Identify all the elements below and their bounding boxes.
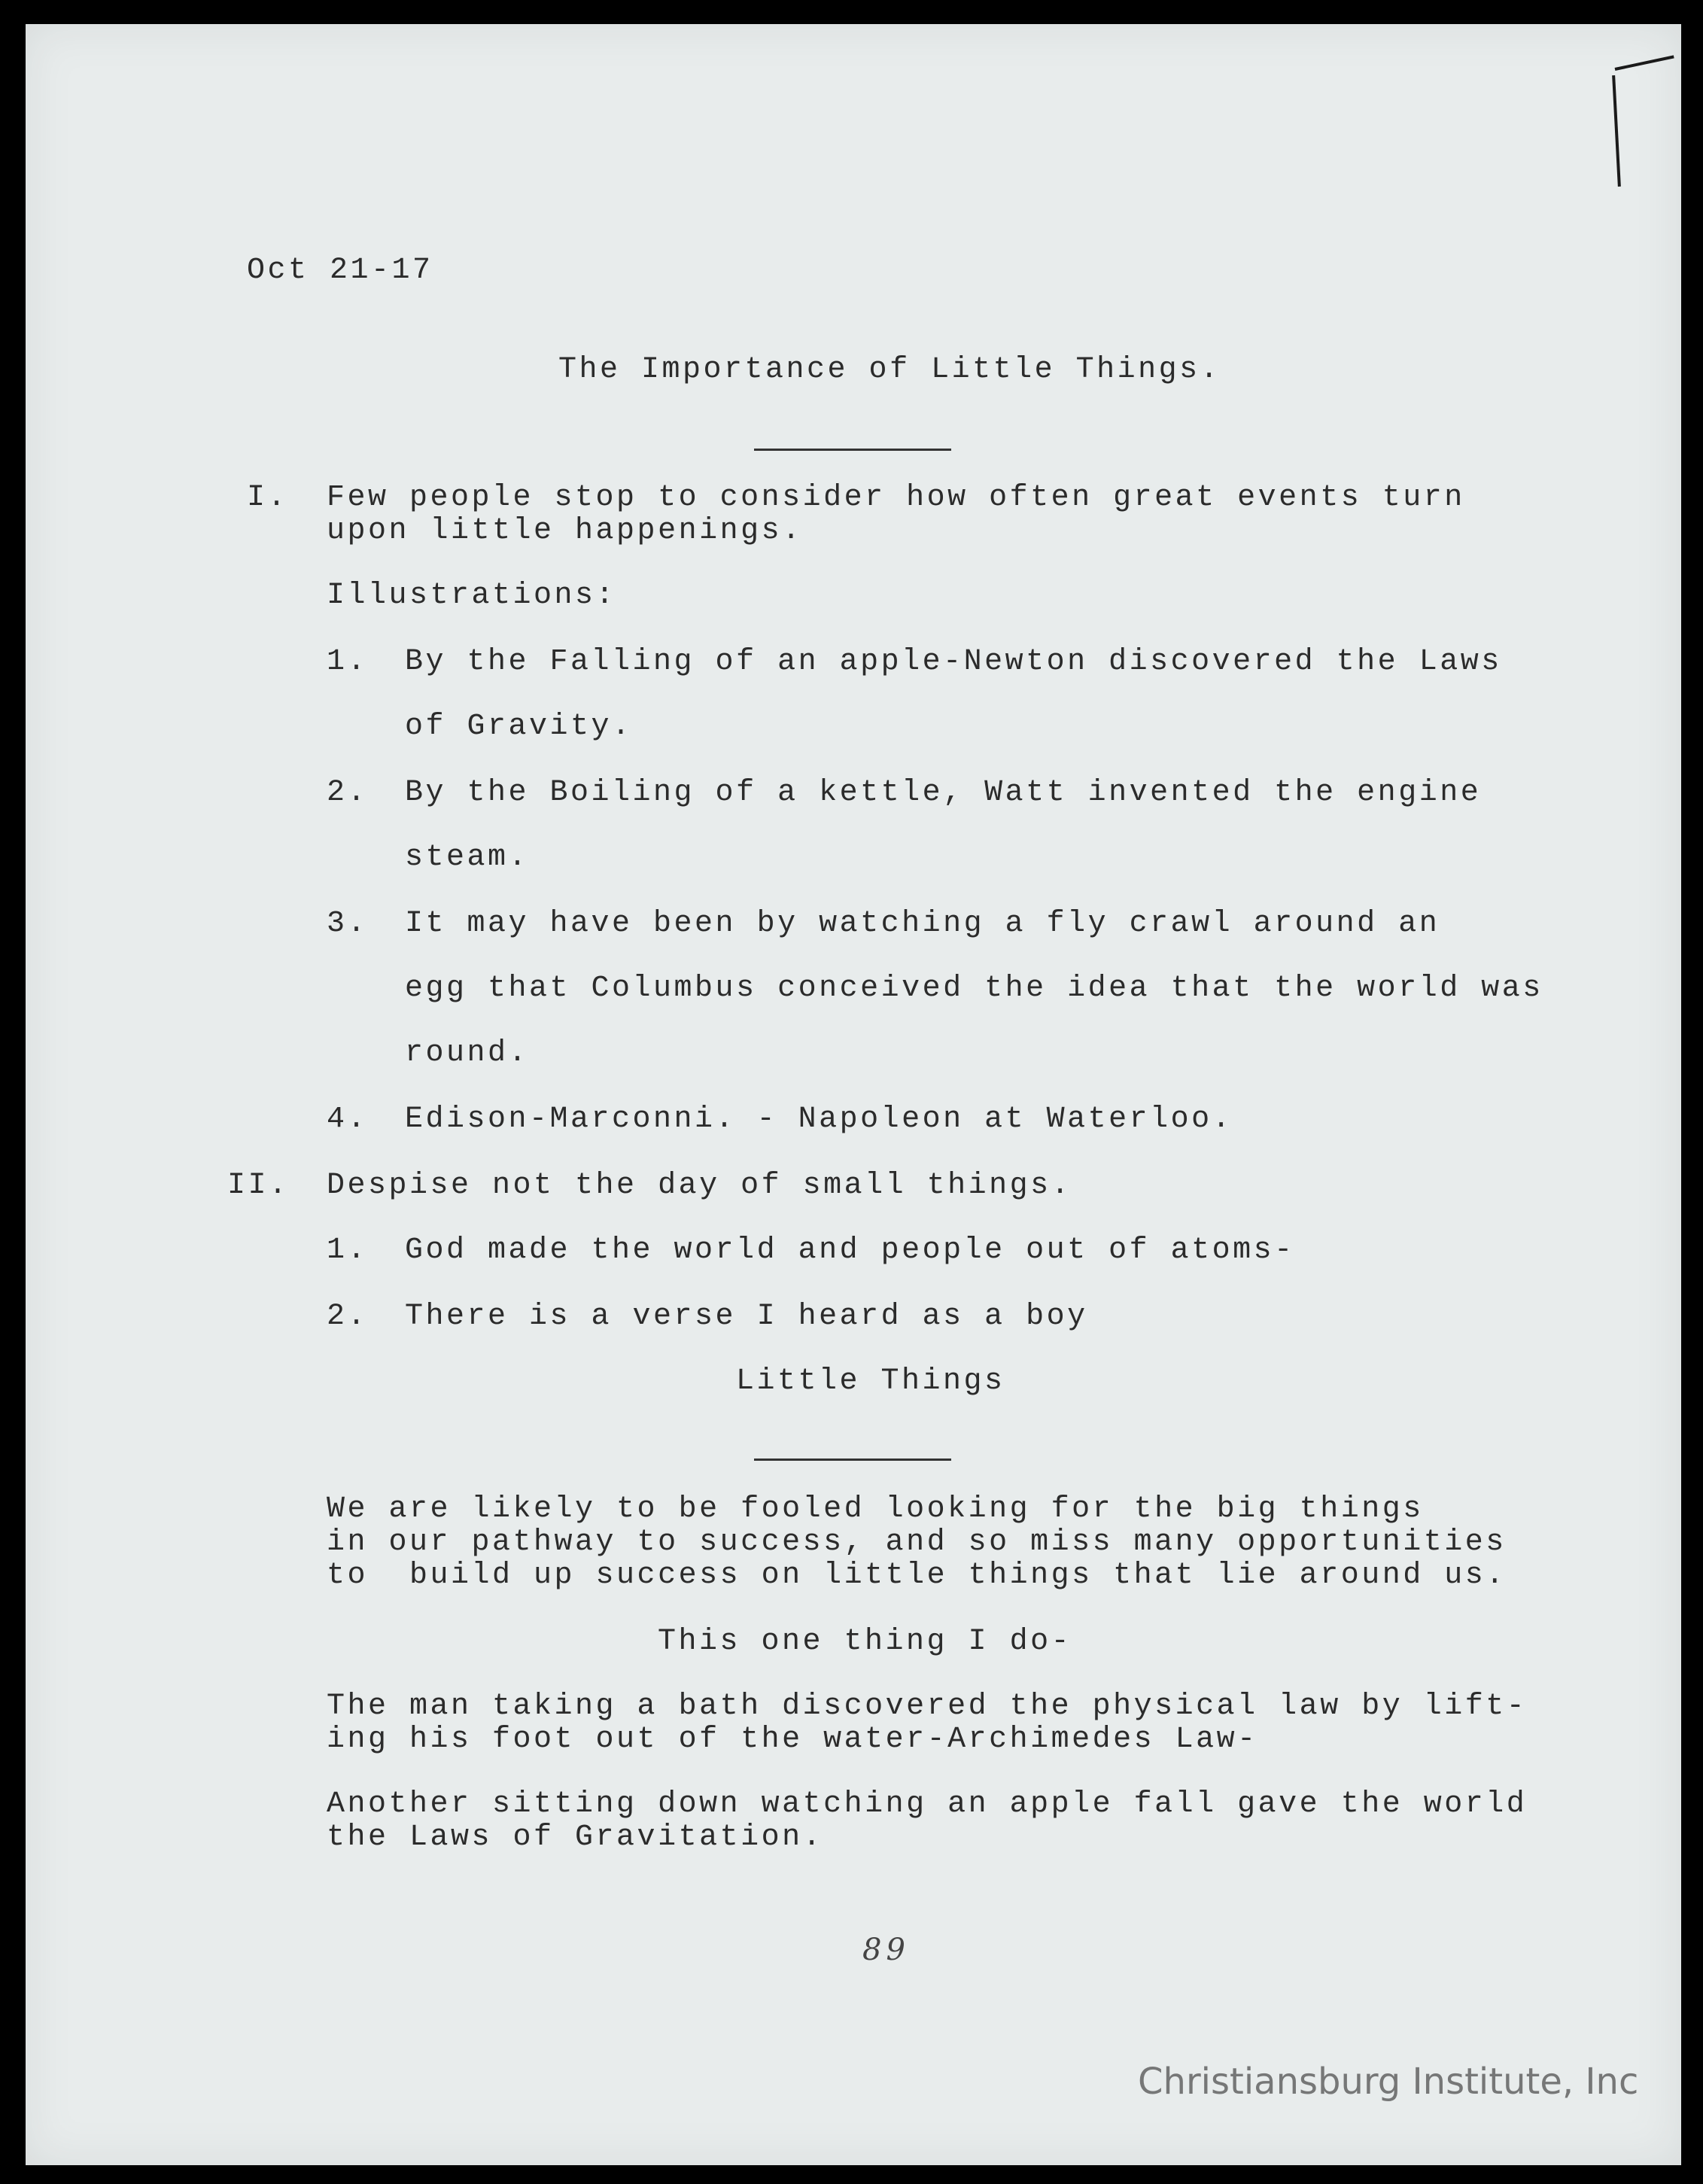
list-number: 3. [327, 907, 369, 941]
paragraph-line: in our pathway to success, and so miss many opportunities [327, 1525, 1507, 1559]
paragraph-line: We are likely to be fooled looking for the big things [327, 1492, 1424, 1526]
center-line: This one thing I do- [658, 1625, 1072, 1659]
list-text: Edison-Marconni. - Napoleon at Waterloo. [405, 1103, 1233, 1136]
verse-title: Little Things [736, 1364, 1005, 1398]
section-text: Few people stop to consider how often great events turn [327, 481, 1465, 515]
list-text: round. [405, 1036, 530, 1070]
paragraph-line: to build up success on little things that lie around us. [327, 1559, 1507, 1592]
document-page [26, 24, 1681, 2165]
list-text: There is a verse I heard as a boy [405, 1300, 1088, 1334]
list-text: God made the world and people out of atoms- [405, 1233, 1295, 1267]
list-text: steam. [405, 841, 530, 875]
list-text: By the Boiling of a kettle, Watt invented the engine [405, 776, 1482, 810]
section-text: Despise not the day of small things. [327, 1169, 1072, 1203]
list-text: By the Falling of an apple-Newton discovered the Laws [405, 645, 1502, 679]
corner-mark-horizontal [1615, 55, 1674, 71]
section-numeral: II. [227, 1169, 290, 1203]
list-number: 1. [327, 1233, 369, 1267]
list-number: 4. [327, 1103, 369, 1136]
paragraph-line: ing his foot out of the water-Archimedes Law- [327, 1723, 1258, 1757]
date: Oct 21-17 [247, 254, 433, 287]
paragraph-line: Another sitting down watching an apple fall gave the world [327, 1787, 1528, 1821]
paragraph-line: The man taking a bath discovered the physical law by lift- [327, 1690, 1528, 1723]
list-number: 1. [327, 645, 369, 679]
list-number: 2. [327, 1300, 369, 1334]
illustrations-label: Illustrations: [327, 579, 617, 613]
paragraph-line: the Laws of Gravitation. [327, 1821, 824, 1854]
corner-mark-vertical [1612, 75, 1621, 187]
verse-rule [754, 1459, 951, 1461]
watermark: Christiansburg Institute, Inc [1138, 2061, 1639, 2103]
section-text: upon little happenings. [327, 514, 803, 548]
section-numeral: I. [247, 481, 289, 515]
list-text: egg that Columbus conceived the idea that the world was [405, 972, 1543, 1005]
list-text: of Gravity. [405, 710, 633, 744]
list-text: It may have been by watching a fly crawl around an [405, 907, 1440, 941]
list-number: 2. [327, 776, 369, 810]
title-rule [754, 449, 951, 451]
page-title: The Importance of Little Things. [558, 353, 1221, 387]
page-number: 89 [862, 1933, 910, 1967]
